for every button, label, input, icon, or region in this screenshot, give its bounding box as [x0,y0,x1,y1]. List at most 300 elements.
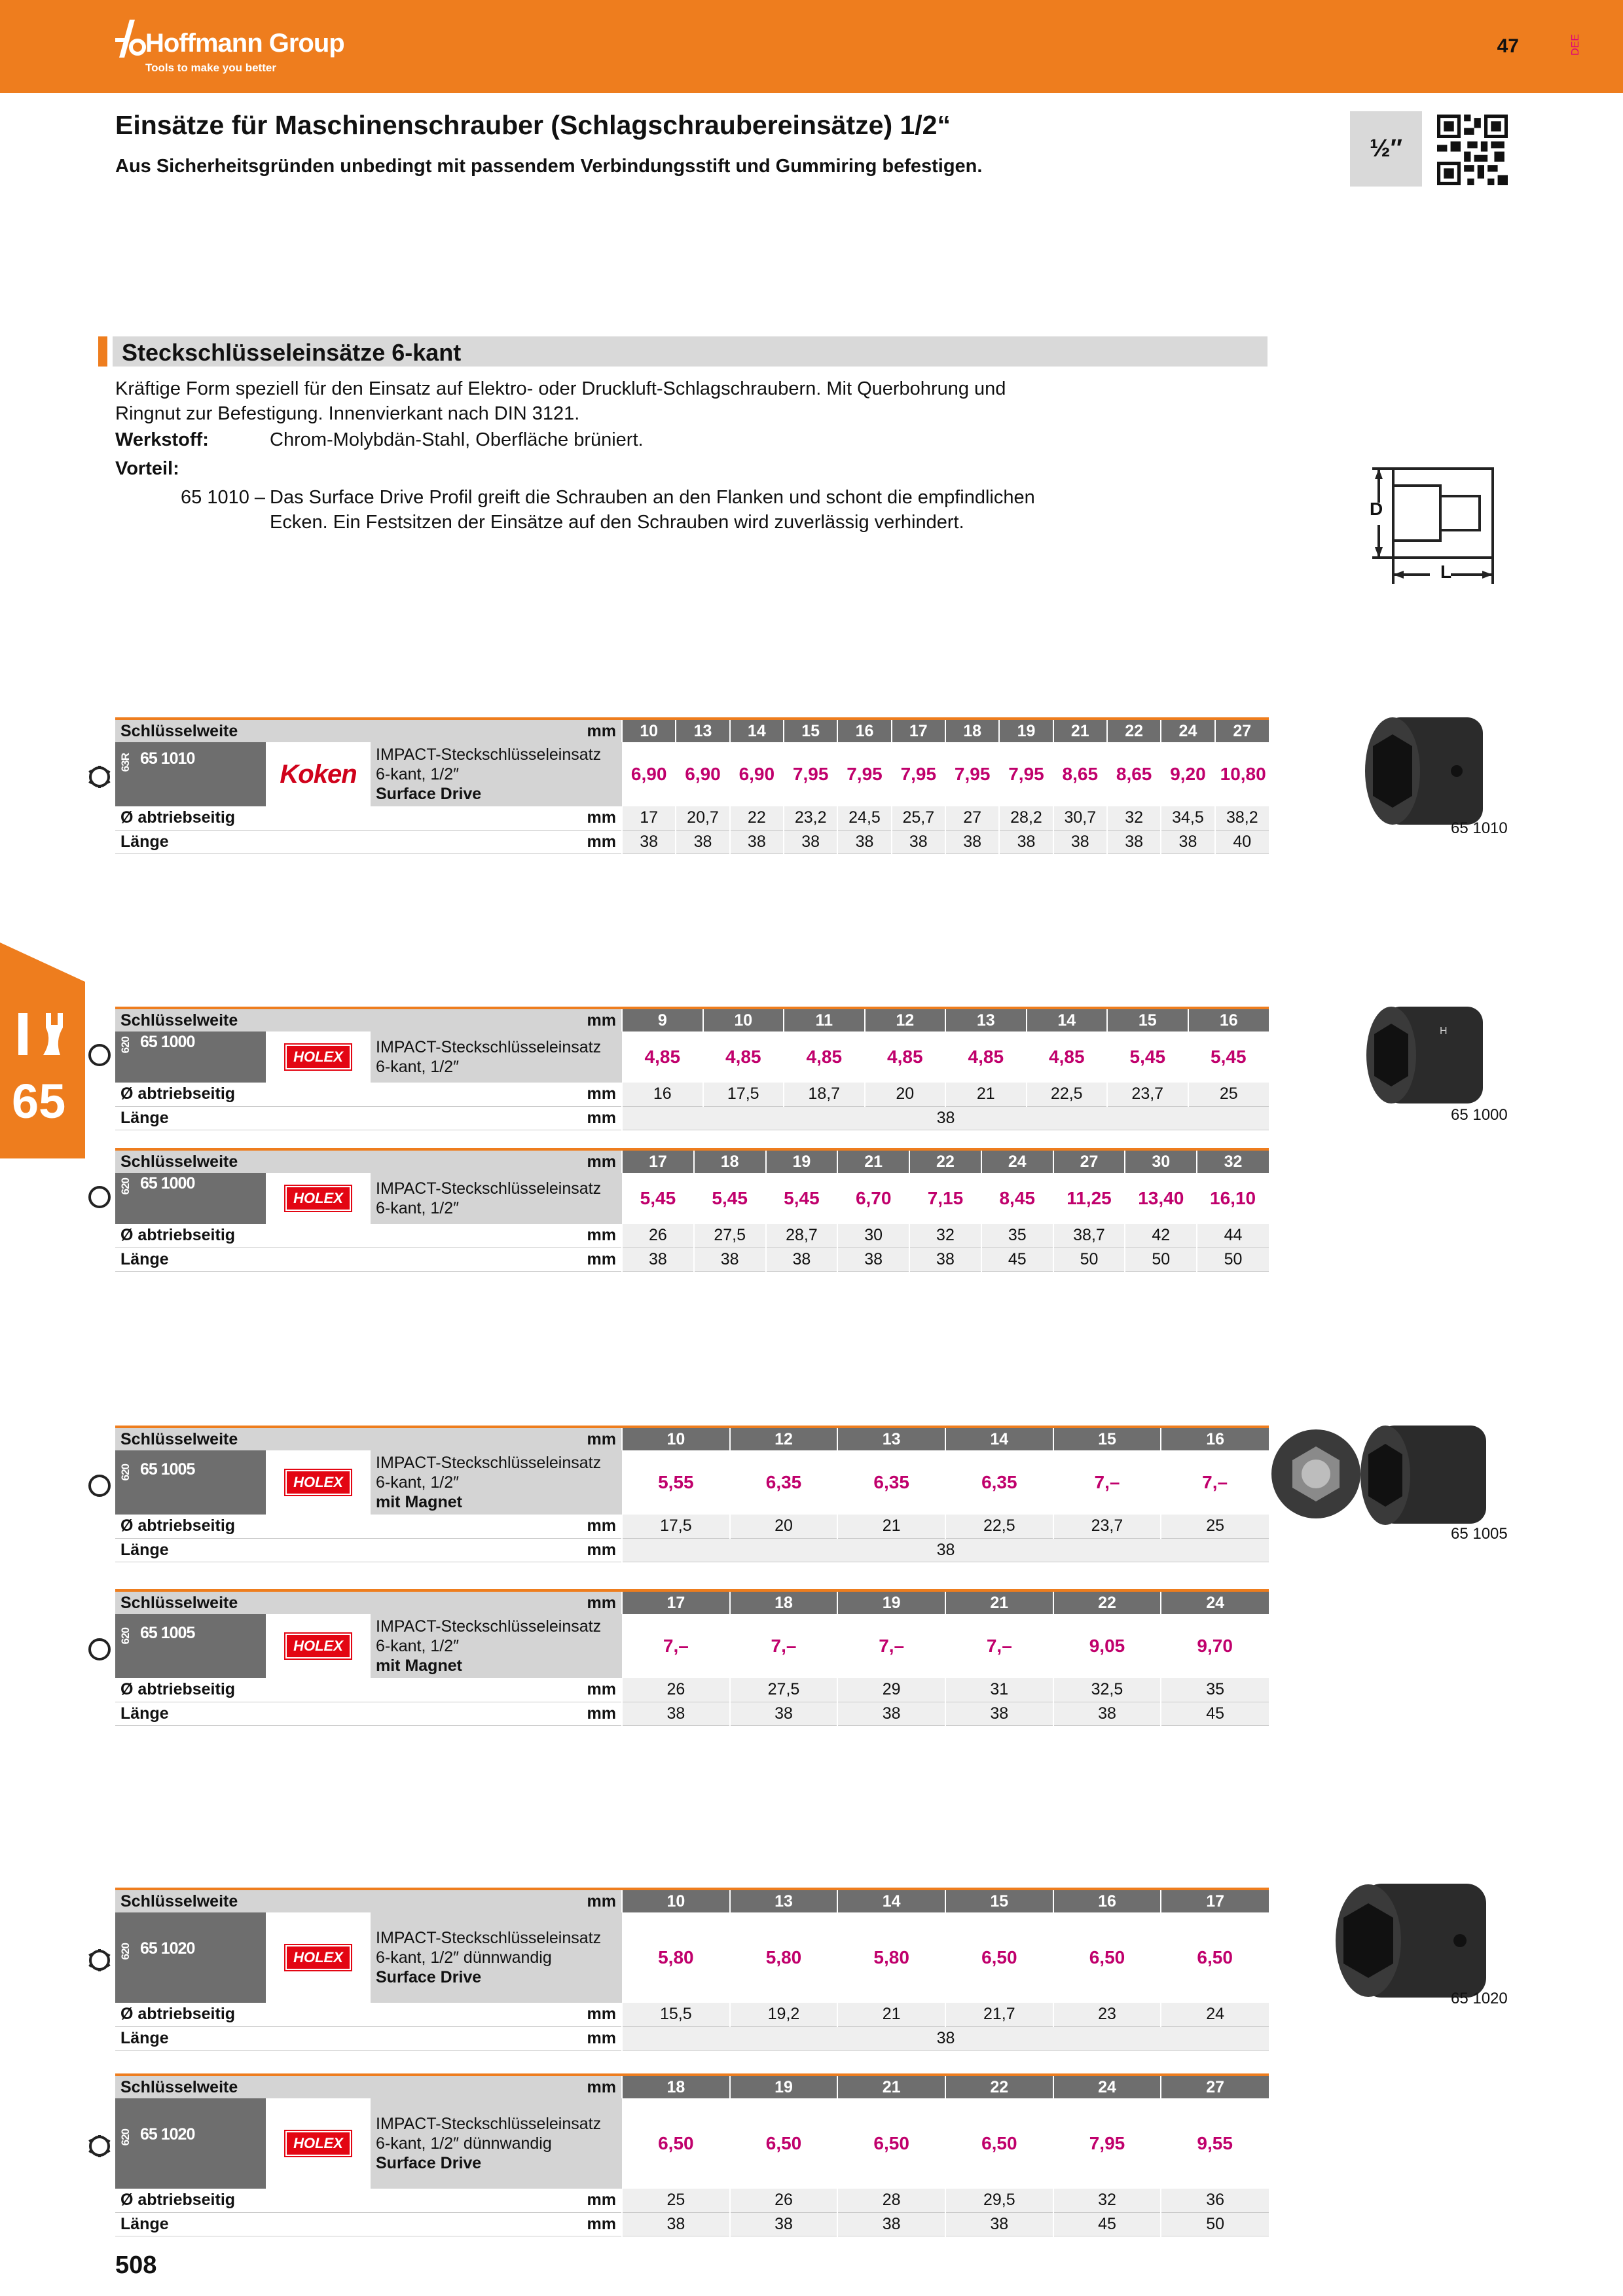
price-value: 10,80 [1220,764,1266,784]
price-value: 9,70 [1197,1636,1233,1656]
product-table [115,2073,1269,2236]
drive-diameter-value: 23,7 [1053,1515,1161,1538]
length-label: Länge [115,2212,560,2236]
length-value: 40 [1215,830,1269,853]
price-value: 6,50 [873,2133,909,2153]
length-value: 38 [999,830,1053,853]
qr-code-icon [1437,113,1508,187]
length-label: Länge [115,830,560,853]
price-value: 9,05 [1089,1636,1125,1656]
length-value: 38 [622,830,676,853]
article-number-cell [115,1173,266,1224]
length-value: 38 [622,2212,730,2236]
length-value: 38 [622,1106,1269,1130]
key-size-label: Schlüsselweite [115,2075,560,2098]
section-description-line-2: Ringnut zur Befestigung. Innenvierkant nach DIN 3121. [115,403,580,424]
price-value: 6,90 [739,764,775,784]
unit-label: mm [560,1008,622,1031]
price-value: 5,45 [784,1188,820,1208]
key-size-value: 19 [999,719,1053,742]
price-level: 620 [119,2129,132,2146]
drive-diameter-value: 38,7 [1053,1224,1125,1247]
price-value: 5,80 [765,1947,802,1967]
product-description [371,742,622,806]
price-value: 4,85 [644,1047,681,1067]
price-value: 6,35 [765,1472,802,1492]
product-table [115,717,1269,854]
socket-photo-651005 [1270,1420,1493,1532]
product-description [371,2098,622,2189]
photo-caption-651010: 65 1010 [1451,819,1508,837]
price-value: 7,– [1202,1472,1228,1492]
price-value: 5,45 [640,1188,676,1208]
price-value: 4,85 [887,1047,923,1067]
drive-diameter-value: 28,7 [766,1224,838,1247]
unit-label: mm [560,1538,622,1562]
advantage-reference: 65 1010 – [181,487,266,508]
product-description-line: IMPACT-Steckschlüsseleinsatz [376,2115,602,2133]
drive-diameter-label: Ø abtriebseitig [115,1678,560,1702]
socket-photo-651010 [1359,712,1489,830]
length-value: 38 [1107,830,1161,853]
price-value: 6,50 [981,1947,1017,1967]
product-description-line: 6-kant, 1/2″ [376,1199,459,1217]
surface-drive-hex-icon [88,766,111,788]
drive-diameter-value: 25 [1188,1083,1269,1106]
price-value: 7,95 [954,764,991,784]
key-size-value: 22 [909,1149,981,1173]
order-circle-icon [88,1638,111,1660]
length-value: 45 [981,1247,1053,1271]
key-size-value: 27 [1161,2075,1269,2098]
article-number[interactable]: 65 1010 [140,749,195,768]
drive-diameter-value: 17 [622,806,676,830]
drive-diameter-value: 23,2 [784,806,837,830]
length-value: 50 [1053,1247,1125,1271]
length-label: Länge [115,1538,560,1562]
article-number[interactable]: 65 1020 [140,1939,195,1958]
price-value: 5,45 [1211,1047,1247,1067]
length-value: 38 [730,830,784,853]
drive-diameter-value: 27,5 [694,1224,766,1247]
length-value: 38 [622,1702,730,1725]
key-size-value: 18 [730,1590,838,1614]
key-size-value: 22 [1053,1590,1161,1614]
drive-diameter-label: Ø abtriebseitig [115,1224,560,1247]
drive-diameter-value: 15,5 [622,2003,730,2026]
drive-diameter-value: 22,5 [945,1515,1053,1538]
length-value: 38 [766,1247,838,1271]
key-size-value: 21 [945,1590,1053,1614]
length-value: 38 [837,2212,945,2236]
key-size-value: 22 [945,2075,1053,2098]
length-value: 45 [1161,1702,1269,1725]
price-value: 6,50 [981,2133,1017,2153]
drive-diameter-value: 22 [730,806,784,830]
price-value: 7,95 [792,764,829,784]
article-number-cell [115,2098,266,2189]
product-description-line: 6-kant, 1/2″ dünnwandig [376,1948,552,1967]
unit-label: mm [560,2003,622,2026]
product-table [115,1888,1269,2051]
unit-label: mm [560,1106,622,1130]
unit-label: mm [560,1247,622,1271]
surface-drive-hex-icon [88,2135,111,2157]
product-description-line: IMPACT-Steckschlüsseleinsatz [376,1929,602,1947]
length-label: Länge [115,1247,560,1271]
drive-diameter-value: 17,5 [622,1515,730,1538]
key-size-value: 14 [837,1889,945,1912]
price-value: 4,85 [725,1047,761,1067]
drive-diameter-value: 20 [865,1083,946,1106]
key-size-label: Schlüsselweite [115,1008,560,1031]
price-value: 5,45 [1129,1047,1166,1067]
order-circle-icon [88,1044,111,1066]
drive-diameter-value: 32 [909,1224,981,1247]
drive-size-badge: ½″ [1350,111,1422,187]
length-value: 38 [892,830,945,853]
hoffmann-logo-icon [115,18,147,59]
key-size-value: 14 [1027,1008,1108,1031]
price-value: 7,– [986,1636,1012,1656]
order-circle-icon [88,1186,111,1208]
price-value: 7,95 [1089,2133,1125,2153]
key-size-value: 14 [945,1427,1053,1450]
length-value: 50 [1197,1247,1269,1271]
price-level: 620 [119,1178,132,1195]
unit-label: mm [560,2189,622,2212]
key-size-value: 16 [1053,1889,1161,1912]
key-size-value: 15 [784,719,837,742]
unit-label: mm [560,1427,622,1450]
drive-diameter-label: Ø abtriebseitig [115,1083,560,1106]
product-description [371,1450,622,1515]
drive-diameter-value: 26 [622,1224,694,1247]
product-description-line: mit Magnet [376,1657,462,1675]
photo-caption-651005: 65 1005 [1451,1525,1508,1543]
key-size-value: 17 [892,719,945,742]
page-subtitle: Aus Sicherheitsgründen unbedingt mit passendem Verbindungsstift und Gummiring befestigen. [115,156,983,177]
brand-logo-cell [266,1450,371,1515]
article-number-cell [115,1912,266,2003]
price-level: 63R [119,753,132,772]
key-size-value: 17 [622,1149,694,1173]
product-description-line: mit Magnet [376,1493,462,1511]
drive-diameter-value: 20,7 [676,806,729,830]
unit-label: mm [560,1149,622,1173]
length-value: 38 [1053,830,1107,853]
drive-diameter-value: 24,5 [837,806,891,830]
drive-diameter-value: 35 [981,1224,1053,1247]
socket-photo-651020 [1322,1878,1493,2003]
price-value: 7,– [1094,1472,1120,1492]
footer-page-number: 508 [115,2251,157,2279]
unit-label: mm [560,1678,622,1702]
key-size-value: 10 [622,719,676,742]
brand-name: Hoffmann Group [145,29,344,58]
key-size-value: 21 [837,2075,945,2098]
diagram-label-l: L [1440,562,1452,582]
product-description [371,1912,622,2003]
drive-diameter-value: 18,7 [784,1083,865,1106]
price-value: 6,35 [873,1472,909,1492]
price-level: 620 [119,1628,132,1645]
length-value: 50 [1125,1247,1197,1271]
unit-label: mm [560,1515,622,1538]
product-description [371,1614,622,1678]
price-value: 7,– [663,1636,689,1656]
drive-diameter-value: 21,7 [945,2003,1053,2026]
product-description-line: 6-kant, 1/2″ [376,1473,459,1492]
price-level: 620 [119,1943,132,1960]
drive-diameter-value: 25 [622,2189,730,2212]
diagram-label-d: D [1370,499,1383,519]
price-value: 6,70 [855,1188,892,1208]
drive-diameter-label: Ø abtriebseitig [115,2003,560,2026]
brand-logo-cell [266,1173,371,1224]
language-code: DEE [1570,34,1581,56]
drive-diameter-value: 16 [622,1083,703,1106]
drive-diameter-label: Ø abtriebseitig [115,806,560,830]
page-number: 47 [1497,35,1519,57]
photo-caption-651020: 65 1020 [1451,1990,1508,2007]
length-value: 45 [1053,2212,1161,2236]
drive-diameter-value: 30 [837,1224,909,1247]
brand-logo: HOLEX [285,1186,351,1211]
key-size-value: 16 [837,719,891,742]
product-description-line: IMPACT-Steckschlüsseleinsatz [376,1454,602,1472]
price-value: 9,55 [1197,2133,1233,2153]
drive-diameter-value: 35 [1161,1678,1269,1702]
article-number[interactable]: 65 1005 [140,1624,195,1642]
drive-diameter-value: 32,5 [1053,1678,1161,1702]
section-description-line-1: Kräftige Form speziell für den Einsatz auf Elektro- oder Druckluft-Schlagschraubern. Mit Querbohrung und [115,378,1006,399]
article-number-cell [115,1450,266,1515]
drive-diameter-value: 28 [837,2189,945,2212]
advantage-label: Vorteil: [115,458,179,479]
drive-diameter-value: 29,5 [945,2189,1053,2212]
key-size-value: 10 [622,1889,730,1912]
unit-label: mm [560,806,622,830]
price-value: 7,15 [927,1188,964,1208]
page-title: Einsätze für Maschinenschrauber (Schlagschraubereinsätze) 1/2“ [115,110,951,140]
unit-label: mm [560,1590,622,1614]
drive-diameter-value: 20 [730,1515,838,1538]
svg-text:H: H [1440,1026,1448,1037]
unit-label: mm [560,2026,622,2050]
drive-diameter-label: Ø abtriebseitig [115,1515,560,1538]
product-description-line: Surface Drive [376,2154,482,2172]
key-size-label: Schlüsselweite [115,719,560,742]
drive-diameter-value: 27 [945,806,999,830]
price-value: 7,– [879,1636,905,1656]
product-description-line: IMPACT-Steckschlüsseleinsatz [376,1617,602,1636]
article-number[interactable]: 65 1020 [140,2125,195,2144]
product-description-line: Surface Drive [376,1968,482,1986]
product-table [115,1589,1269,1726]
key-size-value: 24 [981,1149,1053,1173]
length-value: 38 [837,1702,945,1725]
key-size-value: 32 [1197,1149,1269,1173]
drive-diameter-value: 38,2 [1215,806,1269,830]
price-value: 6,50 [1089,1947,1125,1967]
unit-label: mm [560,1083,622,1106]
price-value: 11,25 [1067,1188,1112,1208]
length-value: 38 [945,2212,1053,2236]
length-value: 38 [909,1247,981,1271]
key-size-value: 13 [730,1889,838,1912]
unit-label: mm [560,830,622,853]
drive-diameter-value: 25 [1161,1515,1269,1538]
length-label: Länge [115,1702,560,1725]
socket-dimension-diagram [1362,459,1506,588]
brand-logo-cell [266,742,371,806]
key-size-value: 11 [784,1008,865,1031]
key-size-value: 9 [622,1008,703,1031]
key-size-value: 15 [945,1889,1053,1912]
drive-diameter-value: 34,5 [1161,806,1214,830]
key-size-value: 21 [837,1149,909,1173]
length-value: 38 [837,830,891,853]
length-value: 38 [1161,830,1214,853]
article-number[interactable]: 65 1000 [140,1174,195,1193]
article-number[interactable]: 65 1005 [140,1460,195,1479]
section-title: Steckschlüsseleinsätze 6-kant [122,339,462,366]
product-description-line: IMPACT-Steckschlüsseleinsatz [376,1179,602,1198]
drive-diameter-value: 36 [1161,2189,1269,2212]
price-value: 13,40 [1138,1188,1184,1208]
article-number[interactable]: 65 1000 [140,1033,195,1051]
key-size-value: 27 [1053,1149,1125,1173]
drive-diameter-value: 23,7 [1107,1083,1188,1106]
price-value: 6,50 [658,2133,694,2153]
price-value: 6,90 [685,764,721,784]
product-description-line: 6-kant, 1/2″ [376,765,459,783]
length-value: 38 [730,2212,838,2236]
price-value: 4,85 [1049,1047,1085,1067]
key-size-value: 27 [1215,719,1269,742]
length-value: 38 [694,1247,766,1271]
key-size-value: 19 [730,2075,838,2098]
product-table [115,1148,1269,1272]
product-table [115,1007,1269,1130]
drive-diameter-value: 32 [1053,2189,1161,2212]
drive-diameter-value: 19,2 [730,2003,838,2026]
brand-logo: HOLEX [285,1945,351,1970]
length-value: 38 [622,1247,694,1271]
brand-logo-cell [266,1912,371,2003]
drive-diameter-value: 22,5 [1027,1083,1108,1106]
price-value: 6,50 [1197,1947,1233,1967]
drive-diameter-value: 44 [1197,1224,1269,1247]
drive-diameter-value: 21 [837,2003,945,2026]
product-description-line: Surface Drive [376,785,482,803]
price-value: 8,65 [1062,764,1099,784]
price-value: 7,95 [1008,764,1044,784]
advantage-line-1: Das Surface Drive Profil greift die Schrauben an den Flanken und schont die empfindlichen [270,487,1035,508]
section-marker [98,336,107,367]
key-size-value: 13 [837,1427,945,1450]
drive-diameter-value: 27,5 [730,1678,838,1702]
key-size-value: 30 [1125,1149,1197,1173]
length-value: 38 [837,1247,909,1271]
price-value: 9,20 [1170,764,1206,784]
product-description [371,1173,622,1224]
price-value: 6,50 [765,2133,802,2153]
product-description-line: 6-kant, 1/2″ dünnwandig [376,2134,552,2153]
price-value: 16,10 [1210,1188,1256,1208]
socket-photo-651000 [1359,1001,1489,1109]
drive-diameter-value: 30,7 [1053,806,1107,830]
key-size-value: 17 [622,1590,730,1614]
length-value: 38 [945,1702,1053,1725]
price-value: 5,80 [873,1947,909,1967]
length-value: 38 [784,830,837,853]
key-size-value: 19 [766,1149,838,1173]
product-table [115,1426,1269,1562]
key-size-value: 10 [703,1008,784,1031]
brand-tagline: Tools to make you better [145,62,276,74]
photo-caption-651000: 65 1000 [1451,1106,1508,1124]
drive-diameter-value: 23 [1053,2003,1161,2026]
drive-diameter-value: 31 [945,1678,1053,1702]
price-value: 7,– [771,1636,797,1656]
product-description-line: IMPACT-Steckschlüsseleinsatz [376,1038,602,1056]
price-value: 7,95 [900,764,937,784]
drive-diameter-value: 24 [1161,2003,1269,2026]
length-value: 38 [622,1538,1269,1562]
key-size-value: 21 [1053,719,1107,742]
article-number-cell [115,742,266,806]
unit-label: mm [560,1702,622,1725]
drive-diameter-value: 17,5 [703,1083,784,1106]
key-size-value: 10 [622,1427,730,1450]
key-size-value: 14 [730,719,784,742]
product-description-line: 6-kant, 1/2″ [376,1058,459,1076]
length-value: 38 [1053,1702,1161,1725]
article-number-cell [115,1031,266,1083]
key-size-value: 22 [1107,719,1161,742]
surface-drive-hex-icon [88,1949,111,1971]
key-size-label: Schlüsselweite [115,1427,560,1450]
price-value: 4,85 [806,1047,843,1067]
drive-diameter-value: 21 [837,1515,945,1538]
key-size-value: 13 [676,719,729,742]
key-size-value: 18 [622,2075,730,2098]
key-size-value: 15 [1053,1427,1161,1450]
key-size-value: 15 [1107,1008,1188,1031]
key-size-value: 18 [694,1149,766,1173]
drive-diameter-value: 28,2 [999,806,1053,830]
length-value: 50 [1161,2212,1269,2236]
length-label: Länge [115,1106,560,1130]
length-value: 38 [622,2026,1269,2050]
key-size-value: 16 [1161,1427,1269,1450]
material-value: Chrom-Molybdän-Stahl, Oberfläche brüniert. [270,429,644,450]
key-size-value: 12 [730,1427,838,1450]
brand-logo: HOLEX [285,1045,351,1069]
price-value: 5,45 [712,1188,748,1208]
price-value: 4,85 [968,1047,1004,1067]
price-level: 620 [119,1464,132,1481]
article-number-cell [115,1614,266,1678]
key-size-value: 24 [1053,2075,1161,2098]
price-value: 5,80 [658,1947,694,1967]
length-value: 38 [676,830,729,853]
order-circle-icon [88,1475,111,1497]
length-value: 38 [945,830,999,853]
price-value: 5,55 [658,1472,694,1492]
